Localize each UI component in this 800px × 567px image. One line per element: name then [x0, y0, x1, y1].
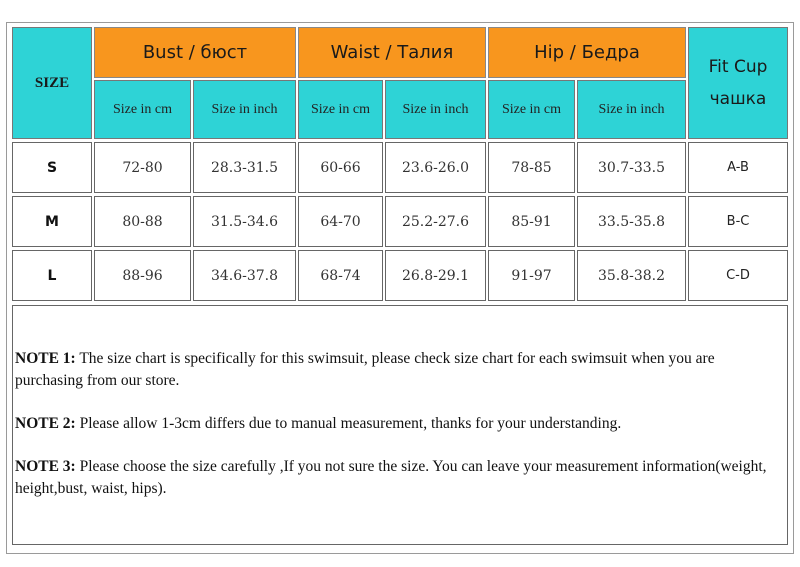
table-cell: 60-66 [298, 142, 383, 193]
cup-cell: C-D [688, 250, 788, 301]
waist-cm-header: Size in cm [298, 80, 383, 139]
table-cell: 34.6-37.8 [193, 250, 296, 301]
size-label-l: L [12, 250, 92, 301]
note-2-label: NOTE 2: [15, 415, 76, 432]
note-3 [15, 456, 785, 500]
table-cell: 26.8-29.1 [385, 250, 486, 301]
table-cell: 68-74 [298, 250, 383, 301]
bust-group-header: Bust / бюст [94, 27, 296, 78]
hip-inch-header: Size in inch [577, 80, 686, 139]
cup-cell: A-B [688, 142, 788, 193]
table-cell: 23.6-26.0 [385, 142, 486, 193]
note-1-text: The size chart is specifically for this swimsuit, please check size chart for each swimsuit when you are purchasing from our store. [15, 350, 715, 389]
fit-cup-label: Fit Cup [708, 57, 768, 77]
size-label-s: S [12, 142, 92, 193]
table-cell: 72-80 [94, 142, 191, 193]
cup-cell: B-C [688, 196, 788, 247]
waist-group-header: Waist / Талия [298, 27, 486, 78]
fit-cup-label-ru: чашка [709, 89, 767, 109]
hip-group-header: Hip / Бедра [488, 27, 686, 78]
table-cell: 28.3-31.5 [193, 142, 296, 193]
table-cell: 35.8-38.2 [577, 250, 686, 301]
table-cell: 91-97 [488, 250, 575, 301]
size-column-header: SIZE [12, 27, 92, 139]
table-cell: 31.5-34.6 [193, 196, 296, 247]
table-cell: 88-96 [94, 250, 191, 301]
table-cell: 30.7-33.5 [577, 142, 686, 193]
waist-inch-header: Size in inch [385, 80, 486, 139]
bust-cm-header: Size in cm [94, 80, 191, 139]
size-label-m: M [12, 196, 92, 247]
note-2 [15, 413, 785, 435]
table-cell: 80-88 [94, 196, 191, 247]
hip-cm-header: Size in cm [488, 80, 575, 139]
note-3-label: NOTE 3: [15, 458, 76, 475]
notes-box [12, 305, 788, 545]
table-cell: 64-70 [298, 196, 383, 247]
note-1 [15, 348, 785, 392]
note-1-label: NOTE 1: [15, 350, 76, 367]
note-3-text: Please choose the size carefully ,If you not sure the size. You can leave your measurement information(weight, height,bust, waist, hips). [15, 458, 767, 497]
table-cell: 25.2-27.6 [385, 196, 486, 247]
table-cell: 78-85 [488, 142, 575, 193]
note-2-text: Please allow 1-3cm differs due to manual measurement, thanks for your understanding. [75, 415, 622, 432]
table-cell: 85-91 [488, 196, 575, 247]
fit-cup-header [688, 27, 788, 139]
table-cell: 33.5-35.8 [577, 196, 686, 247]
bust-inch-header: Size in inch [193, 80, 296, 139]
